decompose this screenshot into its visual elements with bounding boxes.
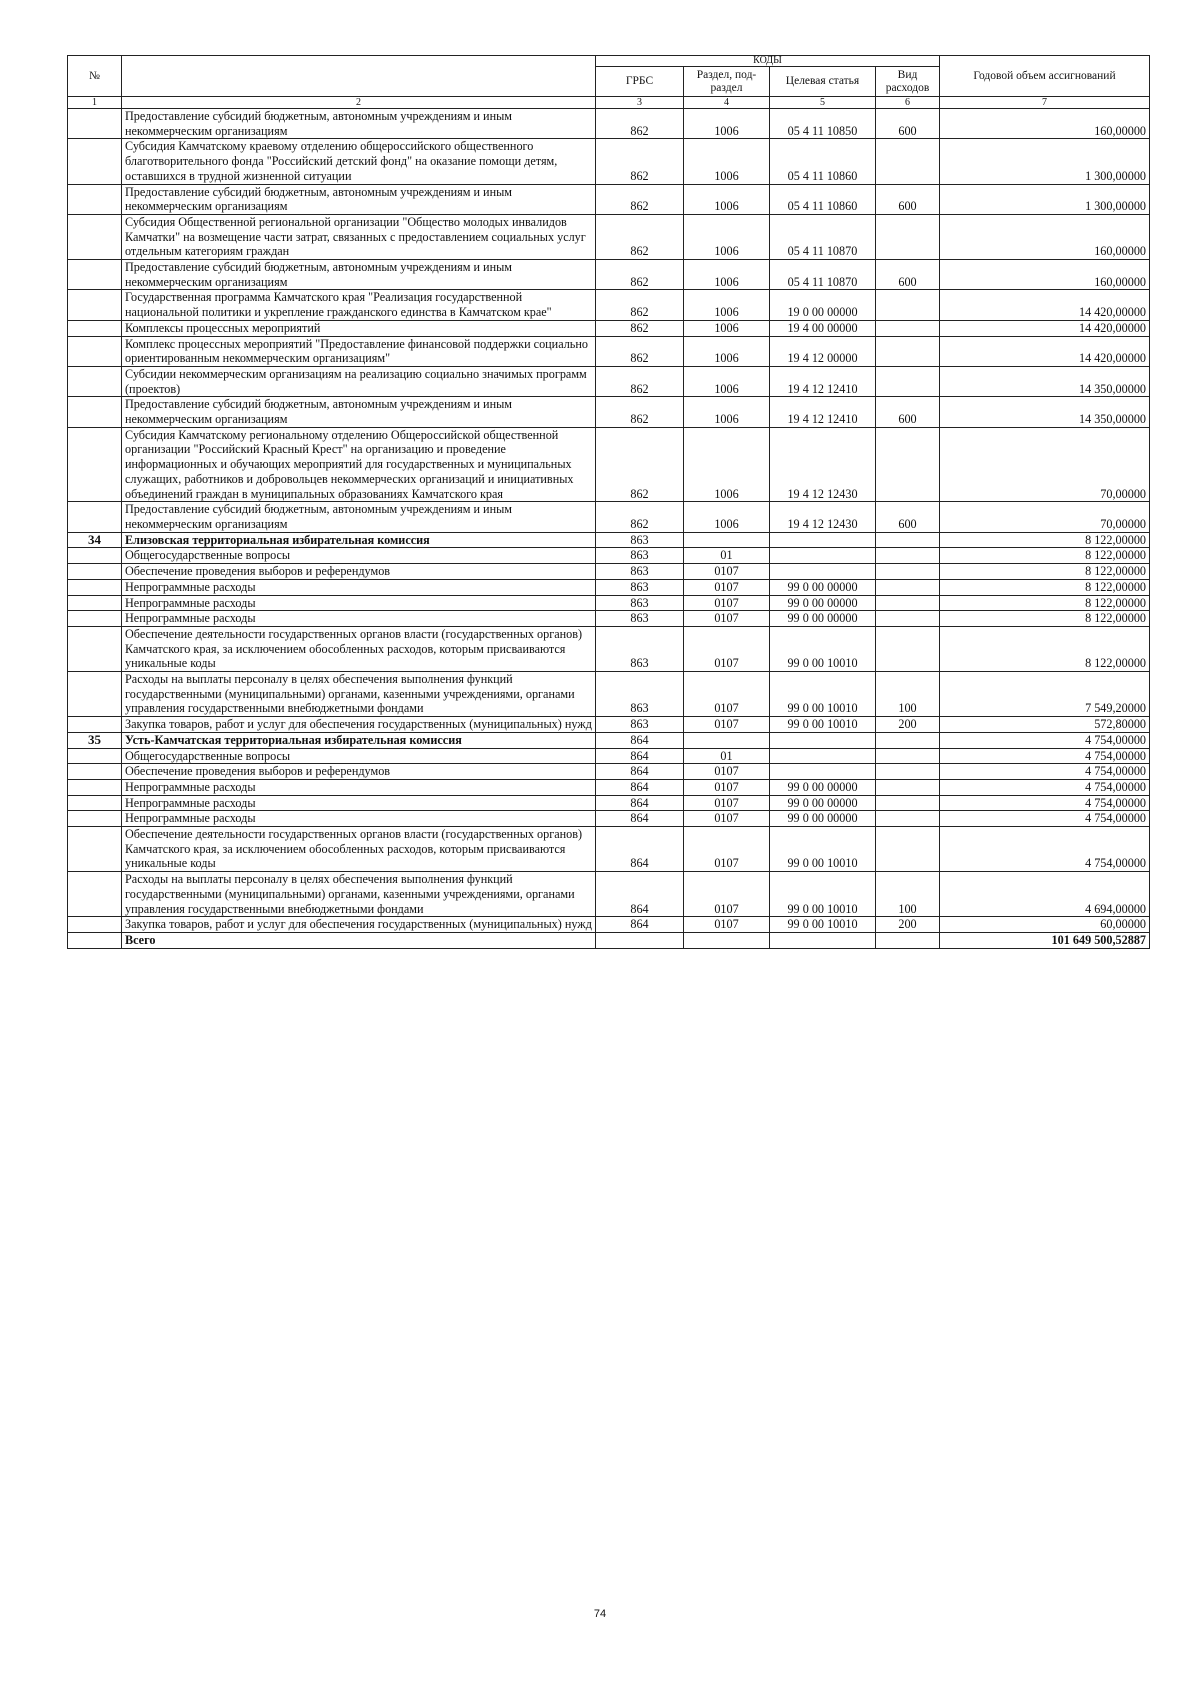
cell-section: 0107	[684, 764, 770, 780]
cell-section: 0107	[684, 917, 770, 933]
cell-number	[68, 548, 122, 564]
cell-kind	[876, 320, 940, 336]
cell-number	[68, 795, 122, 811]
cell-number	[68, 717, 122, 733]
cell-target: 05 4 11 10850	[770, 109, 876, 139]
cell-section: 0107	[684, 564, 770, 580]
cell-number: 34	[68, 532, 122, 548]
cell-name: Комплексы процессных мероприятий	[122, 320, 596, 336]
cell-grbs: 862	[596, 139, 684, 184]
cell-name: Обеспечение проведения выборов и референдумов	[122, 764, 596, 780]
cell-grbs: 862	[596, 366, 684, 396]
cell-number	[68, 672, 122, 717]
cell-amount: 14 350,00000	[940, 397, 1150, 427]
cell-grbs: 864	[596, 764, 684, 780]
cell-name: Предоставление субсидий бюджетным, автономным учреждениям и иным некоммерческим организациям	[122, 109, 596, 139]
cell-amount: 7 549,20000	[940, 672, 1150, 717]
cell-number	[68, 290, 122, 320]
cell-section: 1006	[684, 184, 770, 214]
cell-amount: 8 122,00000	[940, 611, 1150, 627]
cell-grbs: 864	[596, 779, 684, 795]
cell-name: Предоставление субсидий бюджетным, автономным учреждениям и иным некоммерческим организациям	[122, 184, 596, 214]
cell-section: 1006	[684, 427, 770, 502]
cell-grbs: 864	[596, 827, 684, 872]
table-row	[68, 260, 1150, 290]
cell-target	[770, 764, 876, 780]
cell-kind	[876, 811, 940, 827]
cell-amount: 14 350,00000	[940, 366, 1150, 396]
cell-kind: 600	[876, 260, 940, 290]
cell-amount: 8 122,00000	[940, 532, 1150, 548]
cell-grbs: 862	[596, 109, 684, 139]
page-number: 74	[593, 1608, 607, 1620]
cell-grbs: 863	[596, 548, 684, 564]
cell-number	[68, 260, 122, 290]
cell-name: Общегосударственные вопросы	[122, 548, 596, 564]
cell-grbs: 864	[596, 748, 684, 764]
cell-target: 99 0 00 00000	[770, 611, 876, 627]
table-header	[68, 56, 1150, 109]
cell-grbs: 863	[596, 532, 684, 548]
table-row	[68, 717, 1150, 733]
table-row	[68, 626, 1150, 671]
cell-grbs: 863	[596, 717, 684, 733]
cell-number	[68, 827, 122, 872]
cell-section: 0107	[684, 779, 770, 795]
cell-section: 1006	[684, 502, 770, 532]
header-index-5: 5	[770, 97, 876, 109]
cell-section	[684, 732, 770, 748]
cell-name: Обеспечение деятельности государственных органов власти (государственных органов) Камчатского края, за исключением обособленных расходов, которым присваиваются уникальные коды	[122, 626, 596, 671]
cell-section: 0107	[684, 626, 770, 671]
cell-name: Непрограммные расходы	[122, 811, 596, 827]
table-row	[68, 320, 1150, 336]
cell-kind: 600	[876, 109, 940, 139]
cell-section: 0107	[684, 717, 770, 733]
cell-section: 0107	[684, 672, 770, 717]
cell-grbs: 864	[596, 795, 684, 811]
cell-name: Непрограммные расходы	[122, 795, 596, 811]
cell-name: Непрограммные расходы	[122, 595, 596, 611]
cell-name: Елизовская территориальная избирательная комиссия	[122, 532, 596, 548]
cell-amount: 8 122,00000	[940, 579, 1150, 595]
cell-section: 1006	[684, 366, 770, 396]
cell-section: 01	[684, 548, 770, 564]
cell-grbs: 863	[596, 595, 684, 611]
cell-section: 0107	[684, 611, 770, 627]
header-index-3: 3	[596, 97, 684, 109]
cell-grbs: 864	[596, 732, 684, 748]
cell-amount: 1 300,00000	[940, 139, 1150, 184]
cell-kind: 200	[876, 717, 940, 733]
table-row	[68, 827, 1150, 872]
cell-name: Субсидия Камчатскому краевому отделению общероссийского общественного благотворительного фонда "Российский детский фонд" на оказание помощи детям, оставшихся в трудной жизненной ситуации	[122, 139, 596, 184]
cell-grbs: 862	[596, 336, 684, 366]
total-section	[684, 932, 770, 948]
cell-kind	[876, 827, 940, 872]
cell-grbs: 863	[596, 611, 684, 627]
table-row	[68, 732, 1150, 748]
header-index-2: 2	[122, 97, 596, 109]
cell-amount: 4 754,00000	[940, 779, 1150, 795]
cell-kind	[876, 564, 940, 580]
cell-target: 19 4 00 00000	[770, 320, 876, 336]
cell-kind	[876, 626, 940, 671]
total-target	[770, 932, 876, 948]
cell-amount: 1 300,00000	[940, 184, 1150, 214]
cell-target: 99 0 00 10010	[770, 917, 876, 933]
cell-grbs: 862	[596, 320, 684, 336]
cell-kind	[876, 764, 940, 780]
cell-grbs: 862	[596, 427, 684, 502]
header-grbs: ГРБС	[596, 67, 684, 97]
cell-target: 19 0 00 00000	[770, 290, 876, 320]
cell-name: Государственная программа Камчатского края "Реализация государственной национальной политики и укрепление гражданского единства в Камчатском крае"	[122, 290, 596, 320]
cell-target: 99 0 00 10010	[770, 872, 876, 917]
cell-kind: 200	[876, 917, 940, 933]
cell-grbs: 862	[596, 184, 684, 214]
cell-target: 99 0 00 10010	[770, 827, 876, 872]
cell-kind: 600	[876, 397, 940, 427]
table-row	[68, 336, 1150, 366]
cell-kind: 100	[876, 672, 940, 717]
cell-number	[68, 595, 122, 611]
total-kind	[876, 932, 940, 948]
cell-kind	[876, 532, 940, 548]
cell-amount: 8 122,00000	[940, 564, 1150, 580]
cell-section: 1006	[684, 397, 770, 427]
cell-name: Обеспечение деятельности государственных органов власти (государственных органов) Камчатского края, за исключением обособленных расходов, которым присваиваются уникальные коды	[122, 827, 596, 872]
table-row	[68, 397, 1150, 427]
cell-section: 1006	[684, 109, 770, 139]
table-row	[68, 366, 1150, 396]
header-index-1: 1	[68, 97, 122, 109]
cell-kind	[876, 779, 940, 795]
header-kind: Вид расходов	[876, 67, 940, 97]
table-row	[68, 548, 1150, 564]
header-index-6: 6	[876, 97, 940, 109]
cell-name: Усть-Камчатская территориальная избирательная комиссия	[122, 732, 596, 748]
header-codes: КОДЫ	[596, 56, 940, 67]
table-row	[68, 290, 1150, 320]
table-row	[68, 564, 1150, 580]
cell-target: 99 0 00 00000	[770, 795, 876, 811]
cell-amount: 160,00000	[940, 214, 1150, 259]
cell-number	[68, 764, 122, 780]
cell-target: 19 4 12 12430	[770, 502, 876, 532]
cell-amount: 8 122,00000	[940, 548, 1150, 564]
cell-number	[68, 109, 122, 139]
table-row	[68, 917, 1150, 933]
cell-grbs: 863	[596, 672, 684, 717]
cell-amount: 14 420,00000	[940, 320, 1150, 336]
cell-number	[68, 611, 122, 627]
cell-number	[68, 366, 122, 396]
cell-kind	[876, 366, 940, 396]
cell-grbs: 862	[596, 290, 684, 320]
cell-number	[68, 336, 122, 366]
cell-kind: 100	[876, 872, 940, 917]
cell-kind	[876, 595, 940, 611]
cell-grbs: 862	[596, 260, 684, 290]
budget-table-sheet	[67, 55, 1149, 949]
table-row	[68, 109, 1150, 139]
cell-number	[68, 397, 122, 427]
cell-amount: 4 754,00000	[940, 795, 1150, 811]
cell-kind	[876, 748, 940, 764]
cell-amount: 572,80000	[940, 717, 1150, 733]
cell-section: 0107	[684, 872, 770, 917]
cell-number	[68, 320, 122, 336]
cell-number	[68, 626, 122, 671]
cell-grbs: 863	[596, 579, 684, 595]
cell-target: 05 4 11 10860	[770, 139, 876, 184]
cell-target: 99 0 00 00000	[770, 811, 876, 827]
cell-section	[684, 532, 770, 548]
table-row	[68, 748, 1150, 764]
cell-number	[68, 779, 122, 795]
header-number: №	[68, 56, 122, 97]
cell-kind: 600	[876, 184, 940, 214]
cell-target: 19 4 12 12430	[770, 427, 876, 502]
cell-number	[68, 502, 122, 532]
cell-name: Субсидия Общественной региональной организации "Общество молодых инвалидов Камчатки" на возмещение части затрат, связанных с предоставлением социальных услуг отдельным категориям граждан	[122, 214, 596, 259]
table-row	[68, 427, 1150, 502]
total-grbs	[596, 932, 684, 948]
cell-grbs: 864	[596, 872, 684, 917]
cell-target: 99 0 00 00000	[770, 579, 876, 595]
cell-target: 99 0 00 10010	[770, 717, 876, 733]
cell-name: Закупка товаров, работ и услуг для обеспечения государственных (муниципальных) нужд	[122, 917, 596, 933]
cell-target	[770, 748, 876, 764]
cell-name: Непрограммные расходы	[122, 611, 596, 627]
cell-name: Непрограммные расходы	[122, 579, 596, 595]
cell-number	[68, 214, 122, 259]
total-number	[68, 932, 122, 948]
cell-number	[68, 564, 122, 580]
cell-name: Предоставление субсидий бюджетным, автономным учреждениям и иным некоммерческим организациям	[122, 260, 596, 290]
cell-number	[68, 579, 122, 595]
table-row	[68, 532, 1150, 548]
cell-section: 0107	[684, 795, 770, 811]
cell-name: Общегосударственные вопросы	[122, 748, 596, 764]
cell-section: 1006	[684, 139, 770, 184]
cell-kind	[876, 732, 940, 748]
cell-section: 0107	[684, 595, 770, 611]
cell-amount: 60,00000	[940, 917, 1150, 933]
cell-name: Субсидии некоммерческим организациям на реализацию социально значимых программ (проектов)	[122, 366, 596, 396]
cell-target: 05 4 11 10860	[770, 184, 876, 214]
cell-kind	[876, 336, 940, 366]
cell-grbs: 863	[596, 564, 684, 580]
cell-amount: 4 754,00000	[940, 748, 1150, 764]
cell-section: 0107	[684, 579, 770, 595]
table-row	[68, 872, 1150, 917]
cell-amount: 8 122,00000	[940, 595, 1150, 611]
table-row	[68, 502, 1150, 532]
cell-amount: 14 420,00000	[940, 336, 1150, 366]
cell-kind	[876, 611, 940, 627]
cell-amount: 4 754,00000	[940, 732, 1150, 748]
cell-kind	[876, 427, 940, 502]
cell-amount: 14 420,00000	[940, 290, 1150, 320]
cell-section: 0107	[684, 827, 770, 872]
cell-section: 0107	[684, 811, 770, 827]
cell-target: 99 0 00 00000	[770, 779, 876, 795]
table-row	[68, 595, 1150, 611]
header-index-4: 4	[684, 97, 770, 109]
cell-amount: 70,00000	[940, 502, 1150, 532]
cell-kind	[876, 548, 940, 564]
cell-name: Закупка товаров, работ и услуг для обеспечения государственных (муниципальных) нужд	[122, 717, 596, 733]
cell-amount: 4 694,00000	[940, 872, 1150, 917]
cell-kind	[876, 290, 940, 320]
table-row	[68, 139, 1150, 184]
table-row	[68, 779, 1150, 795]
cell-target: 05 4 11 10870	[770, 214, 876, 259]
cell-name: Комплекс процессных мероприятий "Предоставление финансовой поддержки социально ориентированным некоммерческим организациям"	[122, 336, 596, 366]
cell-amount: 8 122,00000	[940, 626, 1150, 671]
cell-name: Субсидия Камчатскому региональному отделению Общероссийской общественной организации "Российский Красный Крест" на организацию и проведение информационных и обучающих мероприятий для государственных и муниципальных служащих, работников и добровольцев некоммерческих организаций и инициативных объединений граждан в муниципальных образованиях Камчатского края	[122, 427, 596, 502]
cell-number	[68, 139, 122, 184]
cell-number	[68, 917, 122, 933]
cell-amount: 4 754,00000	[940, 811, 1150, 827]
budget-table	[67, 55, 1150, 949]
cell-kind	[876, 795, 940, 811]
cell-grbs: 862	[596, 502, 684, 532]
cell-name: Предоставление субсидий бюджетным, автономным учреждениям и иным некоммерческим организациям	[122, 502, 596, 532]
total-label: Всего	[122, 932, 596, 948]
cell-grbs: 862	[596, 397, 684, 427]
cell-kind	[876, 579, 940, 595]
cell-section: 1006	[684, 214, 770, 259]
cell-target: 19 4 12 12410	[770, 366, 876, 396]
cell-name: Непрограммные расходы	[122, 779, 596, 795]
cell-target: 05 4 11 10870	[770, 260, 876, 290]
cell-amount: 160,00000	[940, 260, 1150, 290]
cell-kind	[876, 139, 940, 184]
table-body	[68, 109, 1150, 933]
total-row	[68, 932, 1150, 948]
cell-section: 01	[684, 748, 770, 764]
cell-section: 1006	[684, 336, 770, 366]
header-section: Раздел, под-раздел	[684, 67, 770, 97]
cell-number	[68, 872, 122, 917]
cell-number	[68, 811, 122, 827]
cell-name: Предоставление субсидий бюджетным, автономным учреждениям и иным некоммерческим организациям	[122, 397, 596, 427]
cell-amount: 70,00000	[940, 427, 1150, 502]
table-row	[68, 764, 1150, 780]
cell-name: Расходы на выплаты персоналу в целях обеспечения выполнения функций государственными (муниципальными) органами, казенными учреждениями, органами управления государственными внебюджетными фондами	[122, 672, 596, 717]
cell-target	[770, 548, 876, 564]
cell-name: Обеспечение проведения выборов и референдумов	[122, 564, 596, 580]
cell-section: 1006	[684, 260, 770, 290]
cell-target: 99 0 00 10010	[770, 672, 876, 717]
header-volume: Годовой объем ассигнований	[940, 56, 1150, 97]
cell-number: 35	[68, 732, 122, 748]
cell-target: 19 4 12 00000	[770, 336, 876, 366]
table-row	[68, 579, 1150, 595]
cell-amount: 4 754,00000	[940, 827, 1150, 872]
cell-section: 1006	[684, 290, 770, 320]
cell-number	[68, 184, 122, 214]
table-row	[68, 214, 1150, 259]
cell-target: 19 4 12 12410	[770, 397, 876, 427]
table-row	[68, 184, 1150, 214]
table-row	[68, 811, 1150, 827]
total-amount: 101 649 500,52887	[940, 932, 1150, 948]
cell-grbs: 863	[596, 626, 684, 671]
cell-grbs: 862	[596, 214, 684, 259]
header-name	[122, 56, 596, 97]
table-row	[68, 672, 1150, 717]
header-index-7: 7	[940, 97, 1150, 109]
header-target: Целевая статья	[770, 67, 876, 97]
cell-name: Расходы на выплаты персоналу в целях обеспечения выполнения функций государственными (муниципальными) органами, казенными учреждениями, органами управления государственными внебюджетными фондами	[122, 872, 596, 917]
cell-section: 1006	[684, 320, 770, 336]
cell-target	[770, 532, 876, 548]
cell-target	[770, 732, 876, 748]
cell-amount: 4 754,00000	[940, 764, 1150, 780]
cell-kind	[876, 214, 940, 259]
cell-number	[68, 427, 122, 502]
table-row	[68, 611, 1150, 627]
cell-target: 99 0 00 10010	[770, 626, 876, 671]
cell-amount: 160,00000	[940, 109, 1150, 139]
cell-grbs: 864	[596, 917, 684, 933]
cell-target: 99 0 00 00000	[770, 595, 876, 611]
cell-grbs: 864	[596, 811, 684, 827]
cell-number	[68, 748, 122, 764]
cell-target	[770, 564, 876, 580]
table-row	[68, 795, 1150, 811]
cell-kind: 600	[876, 502, 940, 532]
